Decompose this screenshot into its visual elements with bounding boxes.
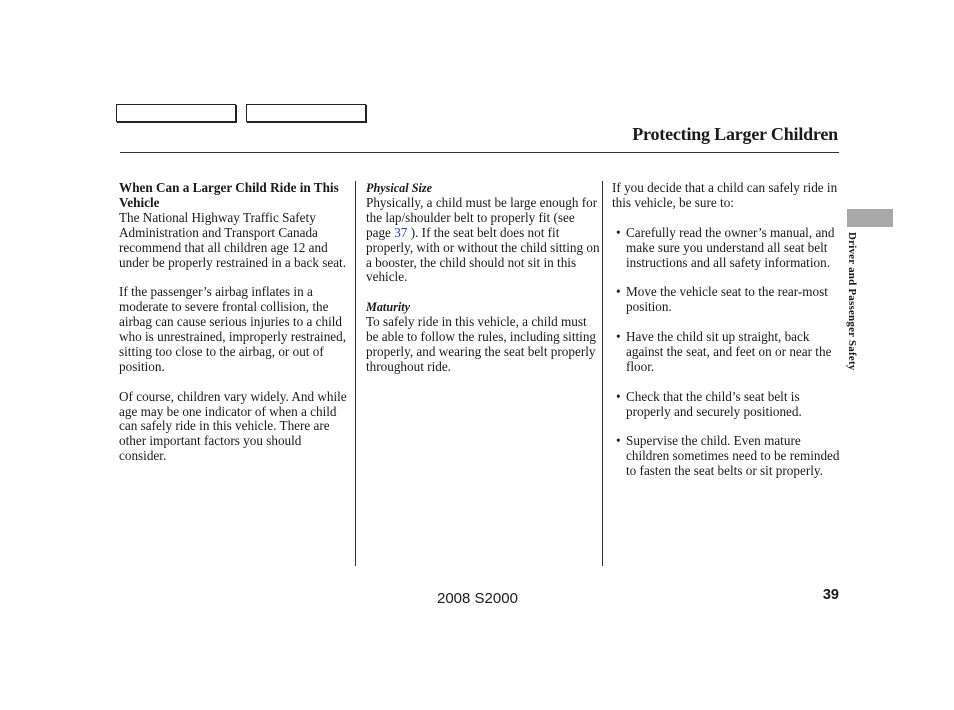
intro-paragraph: If you decide that a child can safely ride in this vehicle, be sure to: (612, 180, 838, 210)
section-heading: When Can a Larger Child Ride in This Vehicle (119, 180, 339, 210)
paragraph-maturity: To safely ride in this vehicle, a child must be able to follow the rules, including sitting properly, and wearing the seat belt properly throughout ride. (366, 314, 597, 374)
nav-button-2[interactable] (246, 104, 366, 122)
column-2 (366, 181, 601, 390)
checklist (612, 226, 842, 479)
section-tab[interactable] (847, 209, 893, 227)
text: Physically, a child must be large enough for the lap/shoulder belt to properly fit (see page (366, 194, 598, 240)
page-title: Protecting Larger Children (632, 124, 838, 144)
column-divider (602, 181, 603, 566)
paragraph: The National Highway Traffic Safety Administration and Transport Canada recommend that all children age 12 and under be properly restrained in a back seat. (119, 209, 347, 270)
footer-model: 2008 S2000 (437, 590, 518, 607)
list-item: • Check that the child’s seat belt is properly and securely positioned. (612, 390, 842, 420)
page-number: 39 (822, 587, 839, 603)
column-1 (119, 181, 349, 479)
page-link[interactable]: 37 (394, 224, 408, 240)
nav-button-1[interactable] (116, 104, 236, 122)
column-3 (612, 181, 842, 494)
paragraph-physical-size (366, 196, 601, 285)
text: ). If the seat belt does not fit properly, with or without the child sitting on a booster, the child should not sit in this vehicle. (366, 224, 600, 285)
header-rule (120, 152, 839, 153)
subheading-physical-size: Physical Size (366, 181, 433, 195)
paragraph: If the passenger’s airbag inflates in a moderate to severe frontal collision, the airbag can cause serious injuries to a child who is unrestrained, improperly restrained, sitting too close to the airbag, or out of position. (119, 284, 347, 374)
section-side-label: Driver and Passenger Safety (846, 232, 858, 371)
column-divider (355, 181, 356, 566)
list-item: • Supervise the child. Even mature children sometimes need to be reminded to fasten the seat belts or sit properly. (612, 434, 842, 479)
list-item: • Move the vehicle seat to the rear-most position. (612, 285, 842, 315)
subheading-maturity: Maturity (366, 300, 411, 315)
paragraph: Of course, children vary widely. And while age may be one indicator of when a child can safely ride in this vehicle. There are other important factors you should consider. (119, 388, 347, 464)
list-item: • Carefully read the owner’s manual, and make sure you understand all seat belt instructions and all safety information. (612, 226, 842, 271)
list-item: • Have the child sit up straight, back against the seat, and feet on or near the floor. (612, 330, 842, 375)
